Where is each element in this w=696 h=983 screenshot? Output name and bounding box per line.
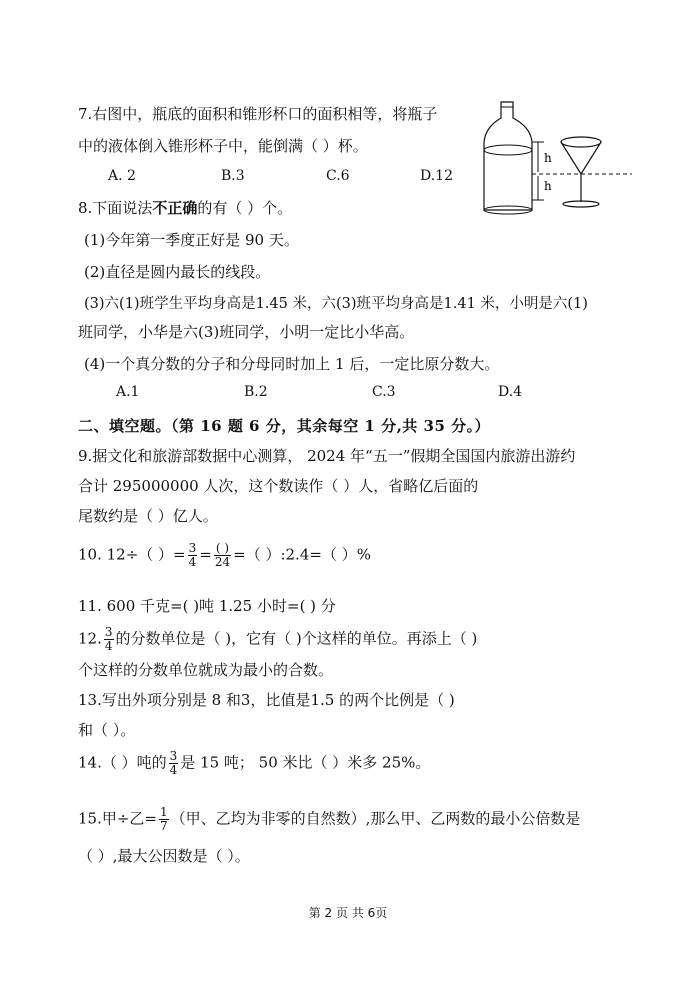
liquid-surface	[484, 145, 532, 155]
q9-line3: 尾数约是（ ）亿人。	[78, 507, 218, 525]
h-label-top: h	[544, 151, 552, 165]
cone-glass-rim	[561, 137, 601, 147]
q7-line1: 7.右图中，瓶底的面积和锥形杯口的面积相等，将瓶子	[78, 105, 438, 123]
q7-option-c: C.6	[326, 168, 350, 184]
q12-fraction-3-4: $\frac{3}{4}$	[104, 625, 113, 653]
q7-line2: 中的液体倒入锥形杯子中，能倒满（ ）杯。	[78, 137, 368, 155]
bottle-outline	[484, 102, 532, 210]
q11-line: 11. 600 千克=( )吨 1.25 小时=( ) 分	[78, 597, 336, 615]
q15-fraction-1-7: $\frac{1}{7}$	[160, 805, 168, 833]
q8-option-b: B.2	[244, 384, 268, 400]
q14-fraction-3-4: $\frac{3}{4}$	[169, 749, 178, 777]
q14-line: 14.（ ）吨的 $\frac{3}{4}$ 是 15 吨； 50 米比（ ）米多 25%。	[78, 749, 431, 777]
q7-option-d: D.12	[420, 168, 453, 184]
q12-line2: 个这样的分数单位就成为最小的合数。	[78, 661, 334, 679]
q13-line1: 13.写出外项分别是 8 和3，比值是1.5 的两个比例是（ )	[78, 691, 455, 709]
q7-option-a: A. 2	[108, 168, 136, 184]
q8-emphasis: 不正确	[152, 199, 198, 217]
q15-line2: （ ）,最大公因数是（ ）。	[78, 847, 250, 865]
q10-fraction-blank-24: $\frac{( )}{24}$	[214, 541, 231, 569]
q8-item-4: (4)一个真分数的分子和分母同时加上 1 后，一定比原分数大。	[84, 355, 500, 373]
h-label-bottom: h	[544, 179, 552, 193]
q9-line2: 合计 295000000 人次，这个数读作（ ）人，省略亿后面的	[78, 477, 479, 495]
q9-line1: 9.据文化和旅游部数据中心测算， 2024 年“五一”假期全国国内旅游出游约	[78, 447, 576, 465]
bottle-glass-figure	[474, 98, 634, 222]
q8-item-3-cont: 班同学，小华是六(3)班同学，小明一定比小华高。	[78, 323, 415, 341]
q8-item-3: (3)六(1)班学生平均身高是1.45 米，六(3)班平均身高是1.41 米，小明是六(1)	[84, 296, 588, 312]
page-number-footer: 第 2 页 共 6页	[308, 906, 388, 920]
q8-stem: 8.下面说法不正确的有（ ）个。	[78, 199, 293, 217]
q10-line: 10. 12÷（ ）= $\frac{3}{4}$ = $\frac{( )}{24}$ =（ ）:2.4=（ ）%	[78, 541, 371, 569]
q15-line1: 15.甲÷乙= $\frac{1}{7}$ （甲、乙均为非零的自然数）,那么甲、乙两数的最小公倍数是	[78, 805, 581, 833]
q8-item-2: (2)直径是圆内最长的线段。	[84, 263, 271, 281]
section2-title: 二、填空题。（第 16 题 6 分，其余每空 1 分,共 35 分。）	[78, 417, 491, 435]
q10-fraction-3-4: $\frac{3}{4}$	[188, 541, 197, 569]
q7-option-b: B.3	[221, 168, 245, 184]
q8-option-a: A.1	[116, 384, 140, 400]
q8-item-1: (1)今年第一季度正好是 90 天。	[84, 231, 299, 249]
q8-option-c: C.3	[372, 384, 396, 400]
q12-line1: 12. $\frac{3}{4}$ 的分数单位是（ )，它有（ )个这样的单位。再添上（ )	[78, 625, 478, 653]
q13-line2: 和（ ）。	[78, 721, 136, 739]
q8-option-d: D.4	[498, 384, 523, 400]
